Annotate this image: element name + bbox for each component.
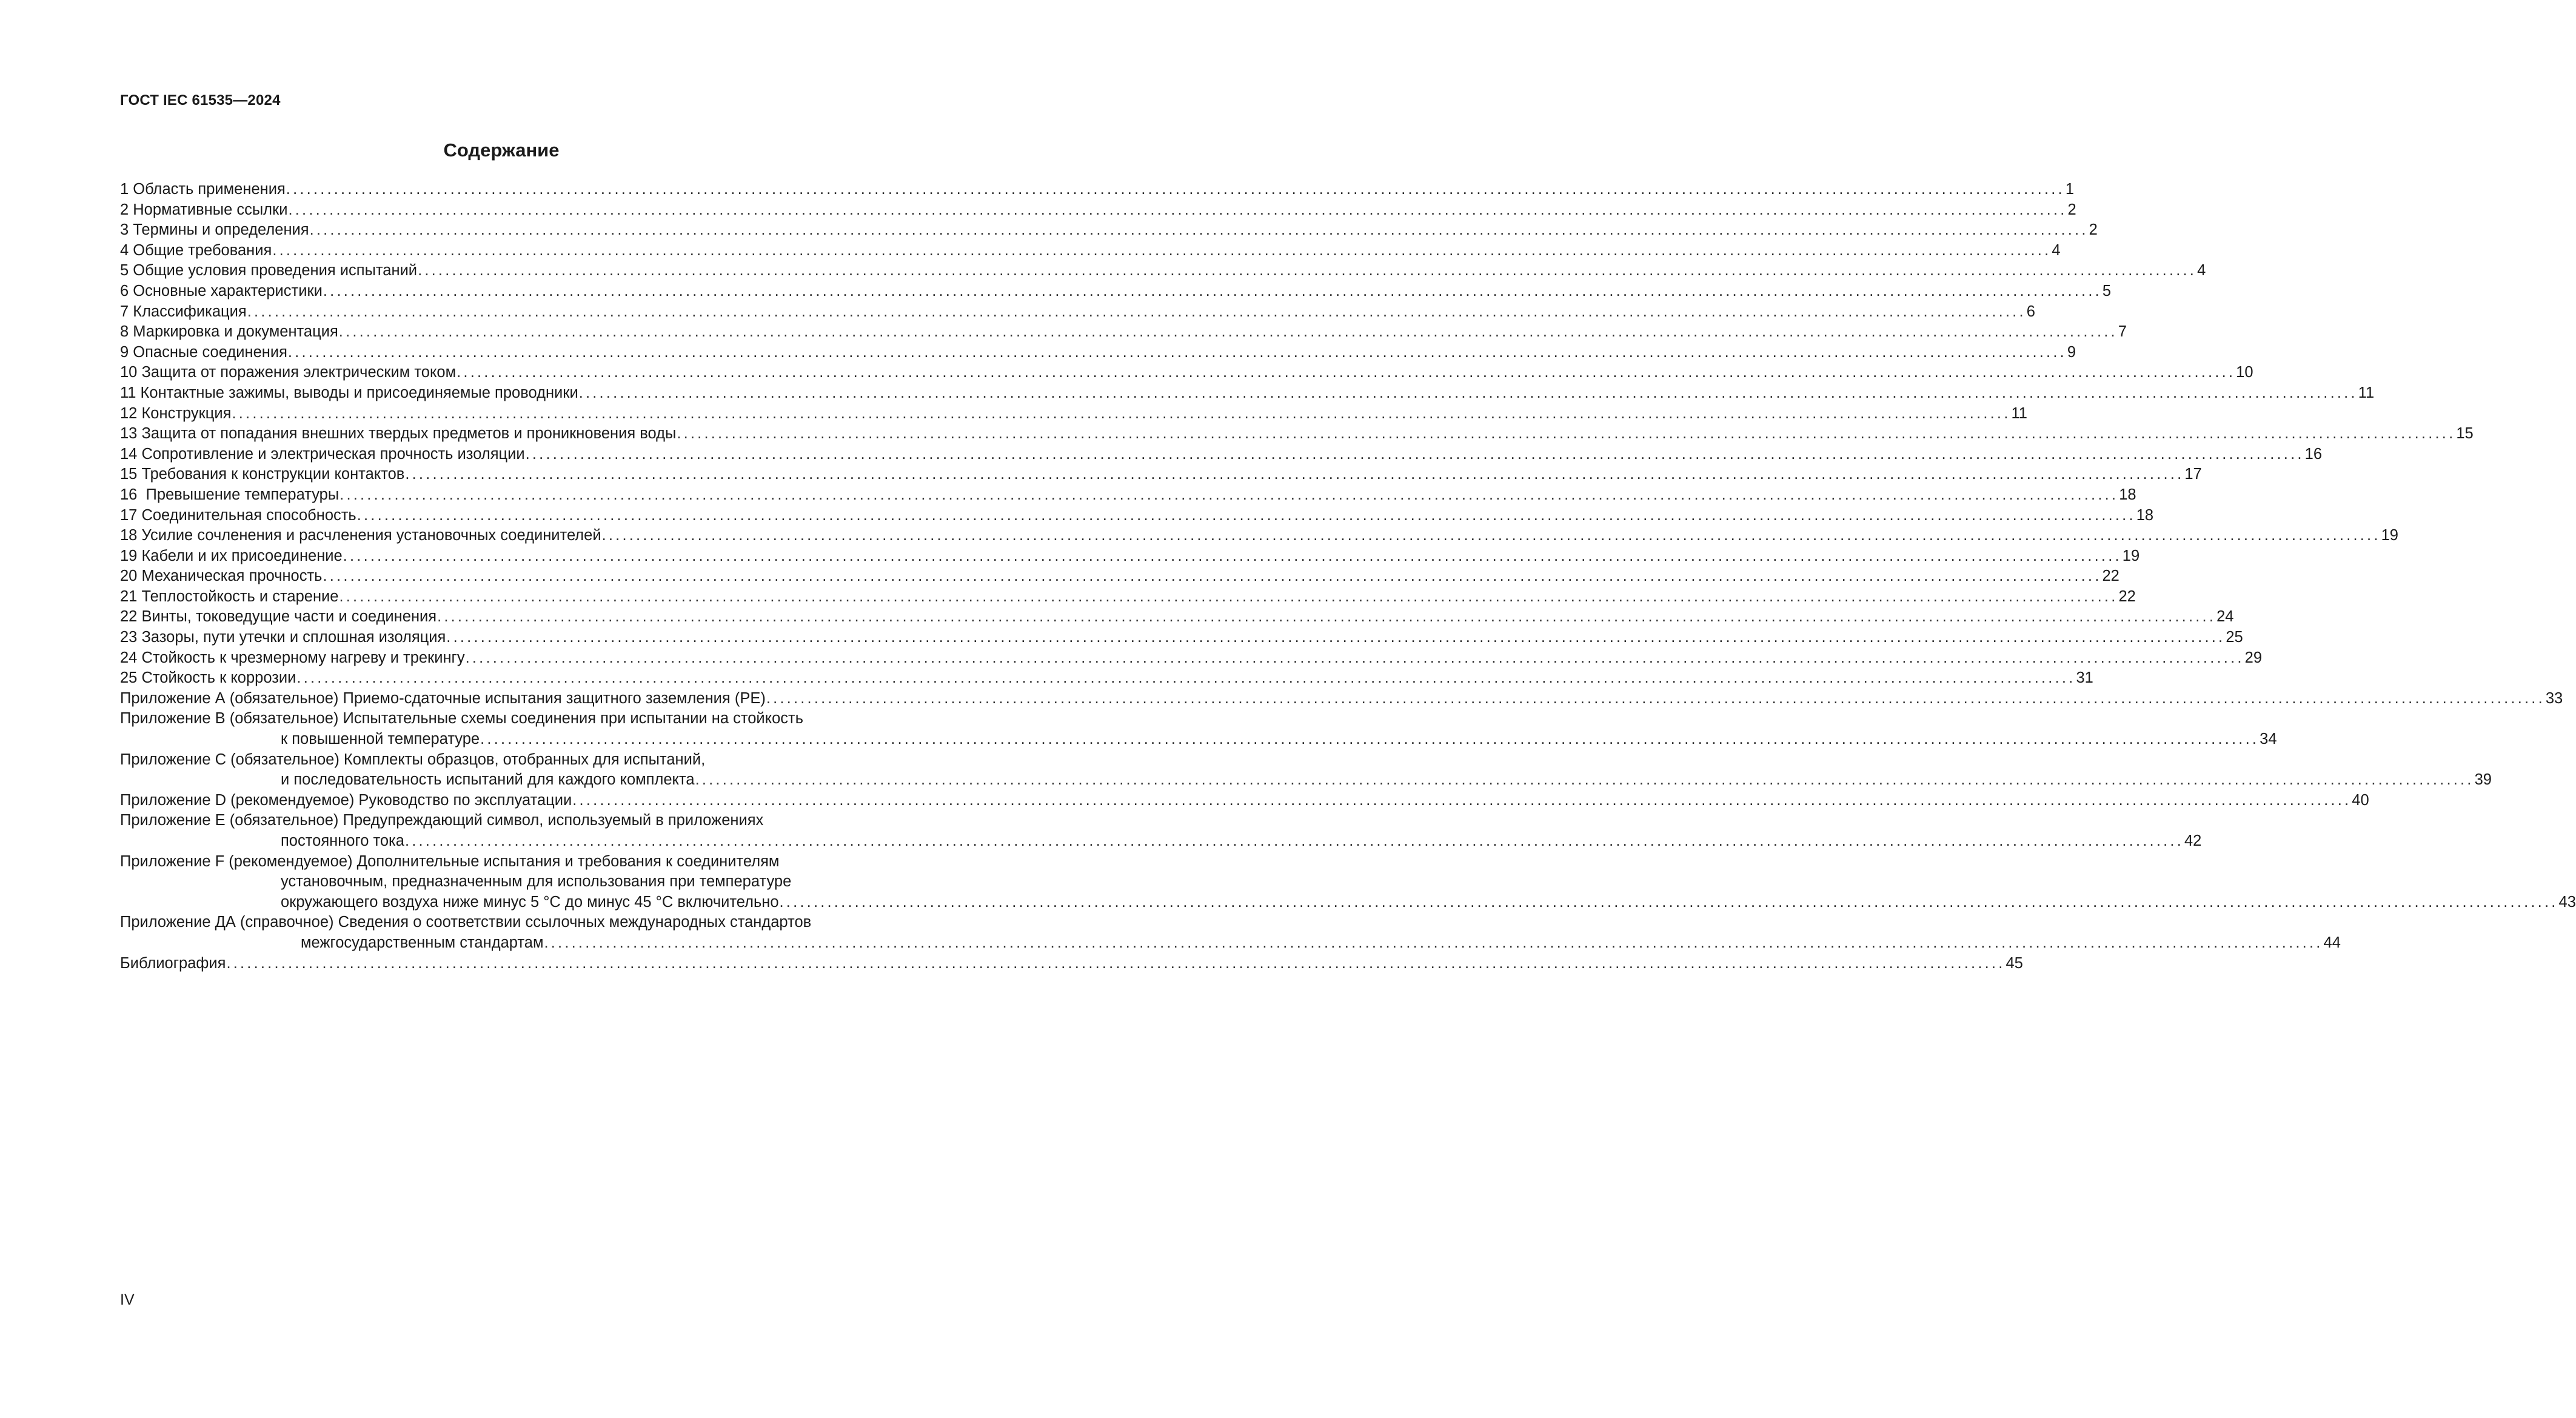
toc-entry-text: 21 Теплостойкость и старение — [120, 587, 339, 605]
toc-entry[interactable] — [120, 709, 2277, 749]
dot-leader: .................................................................................................................................................................................................................................................................... — [247, 303, 2026, 320]
dot-leader: .................................................................................................................................................................................................................................................................... — [480, 731, 2260, 748]
toc-entry-text: межгосударственным стандартам — [301, 934, 544, 951]
toc-page-number: 43 — [2558, 893, 2576, 911]
toc-page-number: 6 — [2026, 303, 2035, 320]
toc-entry-text: 3 Термины и определения — [120, 221, 309, 239]
toc-entry-text: Приложение D (рекомендуемое) Руководство по эксплуатации — [120, 791, 572, 809]
toc-entry-text: 23 Зазоры, пути утечки и сплошная изоляция — [120, 629, 446, 646]
toc-page-number: 29 — [2244, 649, 2263, 666]
toc-page-number: 7 — [2118, 323, 2127, 341]
toc-entry[interactable] — [120, 607, 2234, 627]
toc-entry[interactable] — [120, 750, 2492, 791]
toc-page-number: 33 — [2545, 689, 2563, 707]
toc-entry-text: 25 Стойкость к коррозии — [120, 669, 296, 687]
toc-entry-text: 4 Общие требования — [120, 241, 272, 259]
toc-entry[interactable] — [120, 852, 2576, 913]
toc-entry[interactable] — [120, 485, 2136, 506]
toc-page-number: 11 — [2011, 404, 2027, 422]
toc-entry-text: 18 Усилие сочленения и расчленения установочных соединителей — [120, 527, 601, 544]
toc-entry[interactable] — [120, 404, 2027, 424]
toc-page-number: 39 — [2474, 771, 2492, 789]
toc-entry-text: Приложение А (обязательное) Приемо-сдаточные испытания защитного заземления (PE) — [120, 689, 766, 707]
toc-page-number: 19 — [2381, 527, 2398, 544]
toc-page-number: 1 — [2065, 181, 2074, 198]
dot-leader: .................................................................................................................................................................................................................................................................... — [272, 241, 2052, 259]
toc-entry-text: Приложение Е (обязательное) Предупреждающий символ, используемый в приложениях — [120, 812, 764, 829]
toc-entry[interactable] — [120, 322, 2127, 343]
dot-leader: .................................................................................................................................................................................................................................................................... — [309, 221, 2089, 239]
dot-leader: .................................................................................................................................................................................................................................................................... — [766, 689, 2545, 707]
dot-leader: .................................................................................................................................................................................................................................................................... — [695, 771, 2474, 789]
toc-page-number: 5 — [2102, 282, 2112, 299]
toc-entry-text: и последовательность испытаний для каждого комплекта — [281, 771, 695, 789]
toc-entry-text: 7 Классификация — [120, 303, 247, 320]
toc-entry-text: 6 Основные характеристики — [120, 282, 323, 299]
toc-page-number: 18 — [2136, 506, 2154, 524]
dot-leader: .................................................................................................................................................................................................................................................................... — [356, 506, 2136, 524]
page-number: IV — [120, 1291, 135, 1308]
toc-entry-text: 20 Механическая прочность — [120, 567, 323, 585]
toc-entry-text: 22 Винты, токоведущие части и соединения — [120, 608, 437, 626]
dot-leader: .................................................................................................................................................................................................................................................................... — [544, 934, 2323, 951]
dot-leader: .................................................................................................................................................................................................................................................................... — [437, 608, 2216, 626]
toc-entry-text: Приложение ДА (справочное) Сведения о соответствии ссылочных международных стандартов — [120, 914, 812, 931]
toc-entry[interactable] — [120, 954, 2023, 974]
toc-page-number: 34 — [2260, 731, 2277, 748]
toc-entry[interactable] — [120, 363, 2253, 383]
toc-entry[interactable] — [120, 464, 2202, 485]
toc-entry-text: 19 Кабели и их присоединение — [120, 547, 343, 564]
toc-entry[interactable] — [120, 241, 2061, 261]
toc-page-number: 11 — [2358, 384, 2375, 401]
dot-leader: .................................................................................................................................................................................................................................................................... — [465, 649, 2244, 666]
toc-entry[interactable] — [120, 566, 2119, 587]
toc-entry-text: 1 Область применения — [120, 181, 286, 198]
toc-entry[interactable] — [120, 912, 2341, 953]
toc-page-number: 19 — [2122, 547, 2140, 564]
toc-entry[interactable] — [120, 627, 2243, 648]
dot-leader: .................................................................................................................................................................................................................................................................... — [405, 466, 2184, 483]
toc-entry-text: 5 Общие условия проведения испытаний — [120, 262, 418, 279]
dot-leader: .................................................................................................................................................................................................................................................................... — [286, 181, 2065, 198]
toc-entry-text: 15 Требования к конструкции контактов — [120, 466, 405, 483]
dot-leader: .................................................................................................................................................................................................................................................................... — [343, 547, 2122, 564]
dot-leader: .................................................................................................................................................................................................................................................................... — [339, 587, 2118, 605]
document-code: ГОСТ IEC 61535—2024 — [120, 92, 281, 109]
toc-page-number: 15 — [2456, 425, 2474, 443]
toc-entry-text: к повышенной температуре — [281, 731, 480, 748]
dot-leader: .................................................................................................................................................................................................................................................................... — [323, 282, 2102, 299]
toc-page-number: 9 — [2067, 343, 2076, 361]
toc-entry-text: 11 Контактные зажимы, выводы и присоединяемые проводники — [120, 384, 578, 401]
toc-entry[interactable] — [120, 546, 2140, 567]
dot-leader: .................................................................................................................................................................................................................................................................... — [525, 445, 2304, 463]
toc-entry-text: 24 Стойкость к чрезмерному нагреву и трекингу — [120, 649, 465, 666]
dot-leader: .................................................................................................................................................................................................................................................................... — [340, 486, 2119, 503]
toc-page-number: 31 — [2076, 669, 2093, 687]
dot-leader: .................................................................................................................................................................................................................................................................... — [404, 832, 2184, 849]
toc-page-number: 44 — [2323, 934, 2341, 951]
toc-entry[interactable] — [120, 281, 2112, 302]
toc-entry-text: 8 Маркировка и документация — [120, 323, 338, 341]
toc-entry[interactable] — [120, 261, 2206, 281]
toc-page-number: 40 — [2352, 791, 2369, 809]
table-of-contents — [120, 179, 2576, 974]
dot-leader: .................................................................................................................................................................................................................................................................... — [572, 791, 2352, 809]
toc-entry-text: Приложение С (обязательное) Комплекты образцов, отобранных для испытаний, — [120, 751, 706, 768]
toc-entry[interactable] — [120, 648, 2263, 669]
dot-leader: .................................................................................................................................................................................................................................................................... — [578, 384, 2358, 401]
toc-entry[interactable] — [120, 689, 2563, 709]
toc-title: Содержание — [443, 139, 560, 161]
dot-leader: .................................................................................................................................................................................................................................................................... — [457, 364, 2236, 381]
toc-page-number: 2 — [2067, 201, 2076, 218]
toc-page-number: 42 — [2184, 832, 2202, 849]
toc-entry-text: 12 Конструкция — [120, 404, 232, 422]
dot-leader: .................................................................................................................................................................................................................................................................... — [601, 527, 2381, 544]
toc-page-number: 17 — [2184, 466, 2202, 483]
toc-entry[interactable] — [120, 668, 2093, 689]
toc-entry[interactable] — [120, 526, 2398, 546]
toc-entry[interactable] — [120, 220, 2098, 241]
toc-page-number: 22 — [2102, 567, 2119, 585]
toc-entry[interactable] — [120, 791, 2369, 811]
toc-page-number: 22 — [2118, 587, 2136, 605]
dot-leader: .................................................................................................................................................................................................................................................................... — [296, 669, 2076, 687]
toc-entry-text: 9 Опасные соединения — [120, 343, 287, 361]
toc-entry-text: Приложение В (обязательное) Испытательные схемы соединения при испытании на стойкость — [120, 710, 804, 727]
toc-entry-text: Приложение F (рекомендуемое) Дополнительные испытания и требования к соединителям — [120, 852, 780, 870]
toc-page-number: 45 — [2006, 954, 2023, 972]
toc-entry-text: Библиография — [120, 954, 226, 972]
toc-entry-text: 17 Соединительная способность — [120, 506, 356, 524]
toc-entry[interactable] — [120, 424, 2474, 444]
toc-page-number: 10 — [2236, 364, 2253, 381]
toc-entry[interactable] — [120, 811, 2202, 851]
toc-entry[interactable] — [120, 587, 2136, 607]
toc-entry-text: 14 Сопротивление и электрическая прочность изоляции — [120, 445, 525, 463]
toc-entry[interactable] — [120, 343, 2076, 363]
toc-page-number: 18 — [2119, 486, 2136, 503]
toc-page-number: 16 — [2304, 445, 2323, 463]
toc-entry[interactable] — [120, 383, 2375, 404]
toc-entry-text: 13 Защита от попадания внешних твердых предметов и проникновения воды — [120, 425, 677, 443]
toc-page-number: 25 — [2226, 629, 2243, 646]
toc-entry-text: 10 Защита от поражения электрическим током — [120, 364, 457, 381]
toc-entry-text: окружающего воздуха ниже минус 5 °С до минус 45 °С включительно — [281, 893, 779, 911]
toc-page-number: 2 — [2089, 221, 2098, 239]
dot-leader: .................................................................................................................................................................................................................................................................... — [338, 323, 2118, 341]
toc-page-number: 4 — [2197, 262, 2206, 279]
dot-leader: .................................................................................................................................................................................................................................................................... — [779, 893, 2558, 911]
dot-leader: .................................................................................................................................................................................................................................................................... — [226, 954, 2006, 972]
dot-leader: .................................................................................................................................................................................................................................................................... — [232, 404, 2011, 422]
toc-entry[interactable] — [120, 444, 2323, 465]
toc-page-number: 24 — [2216, 608, 2234, 626]
toc-entry-text: 16 Превышение температуры — [120, 486, 340, 503]
toc-entry-text: 2 Нормативные ссылки — [120, 201, 288, 218]
dot-leader: .................................................................................................................................................................................................................................................................... — [323, 567, 2102, 585]
toc-entry-text: установочным, предназначенным для использования при температуре — [281, 873, 792, 891]
toc-entry[interactable] — [120, 200, 2076, 221]
toc-page-number: 4 — [2052, 241, 2061, 259]
dot-leader: .................................................................................................................................................................................................................................................................... — [677, 425, 2456, 443]
toc-entry[interactable] — [120, 506, 2154, 526]
dot-leader: .................................................................................................................................................................................................................................................................... — [288, 201, 2067, 218]
dot-leader: .................................................................................................................................................................................................................................................................... — [446, 629, 2226, 646]
toc-entry-text: постоянного тока — [281, 832, 404, 849]
toc-entry[interactable] — [120, 179, 2074, 200]
toc-entry[interactable] — [120, 302, 2035, 323]
dot-leader: .................................................................................................................................................................................................................................................................... — [418, 262, 2197, 279]
dot-leader: .................................................................................................................................................................................................................................................................... — [287, 343, 2067, 361]
